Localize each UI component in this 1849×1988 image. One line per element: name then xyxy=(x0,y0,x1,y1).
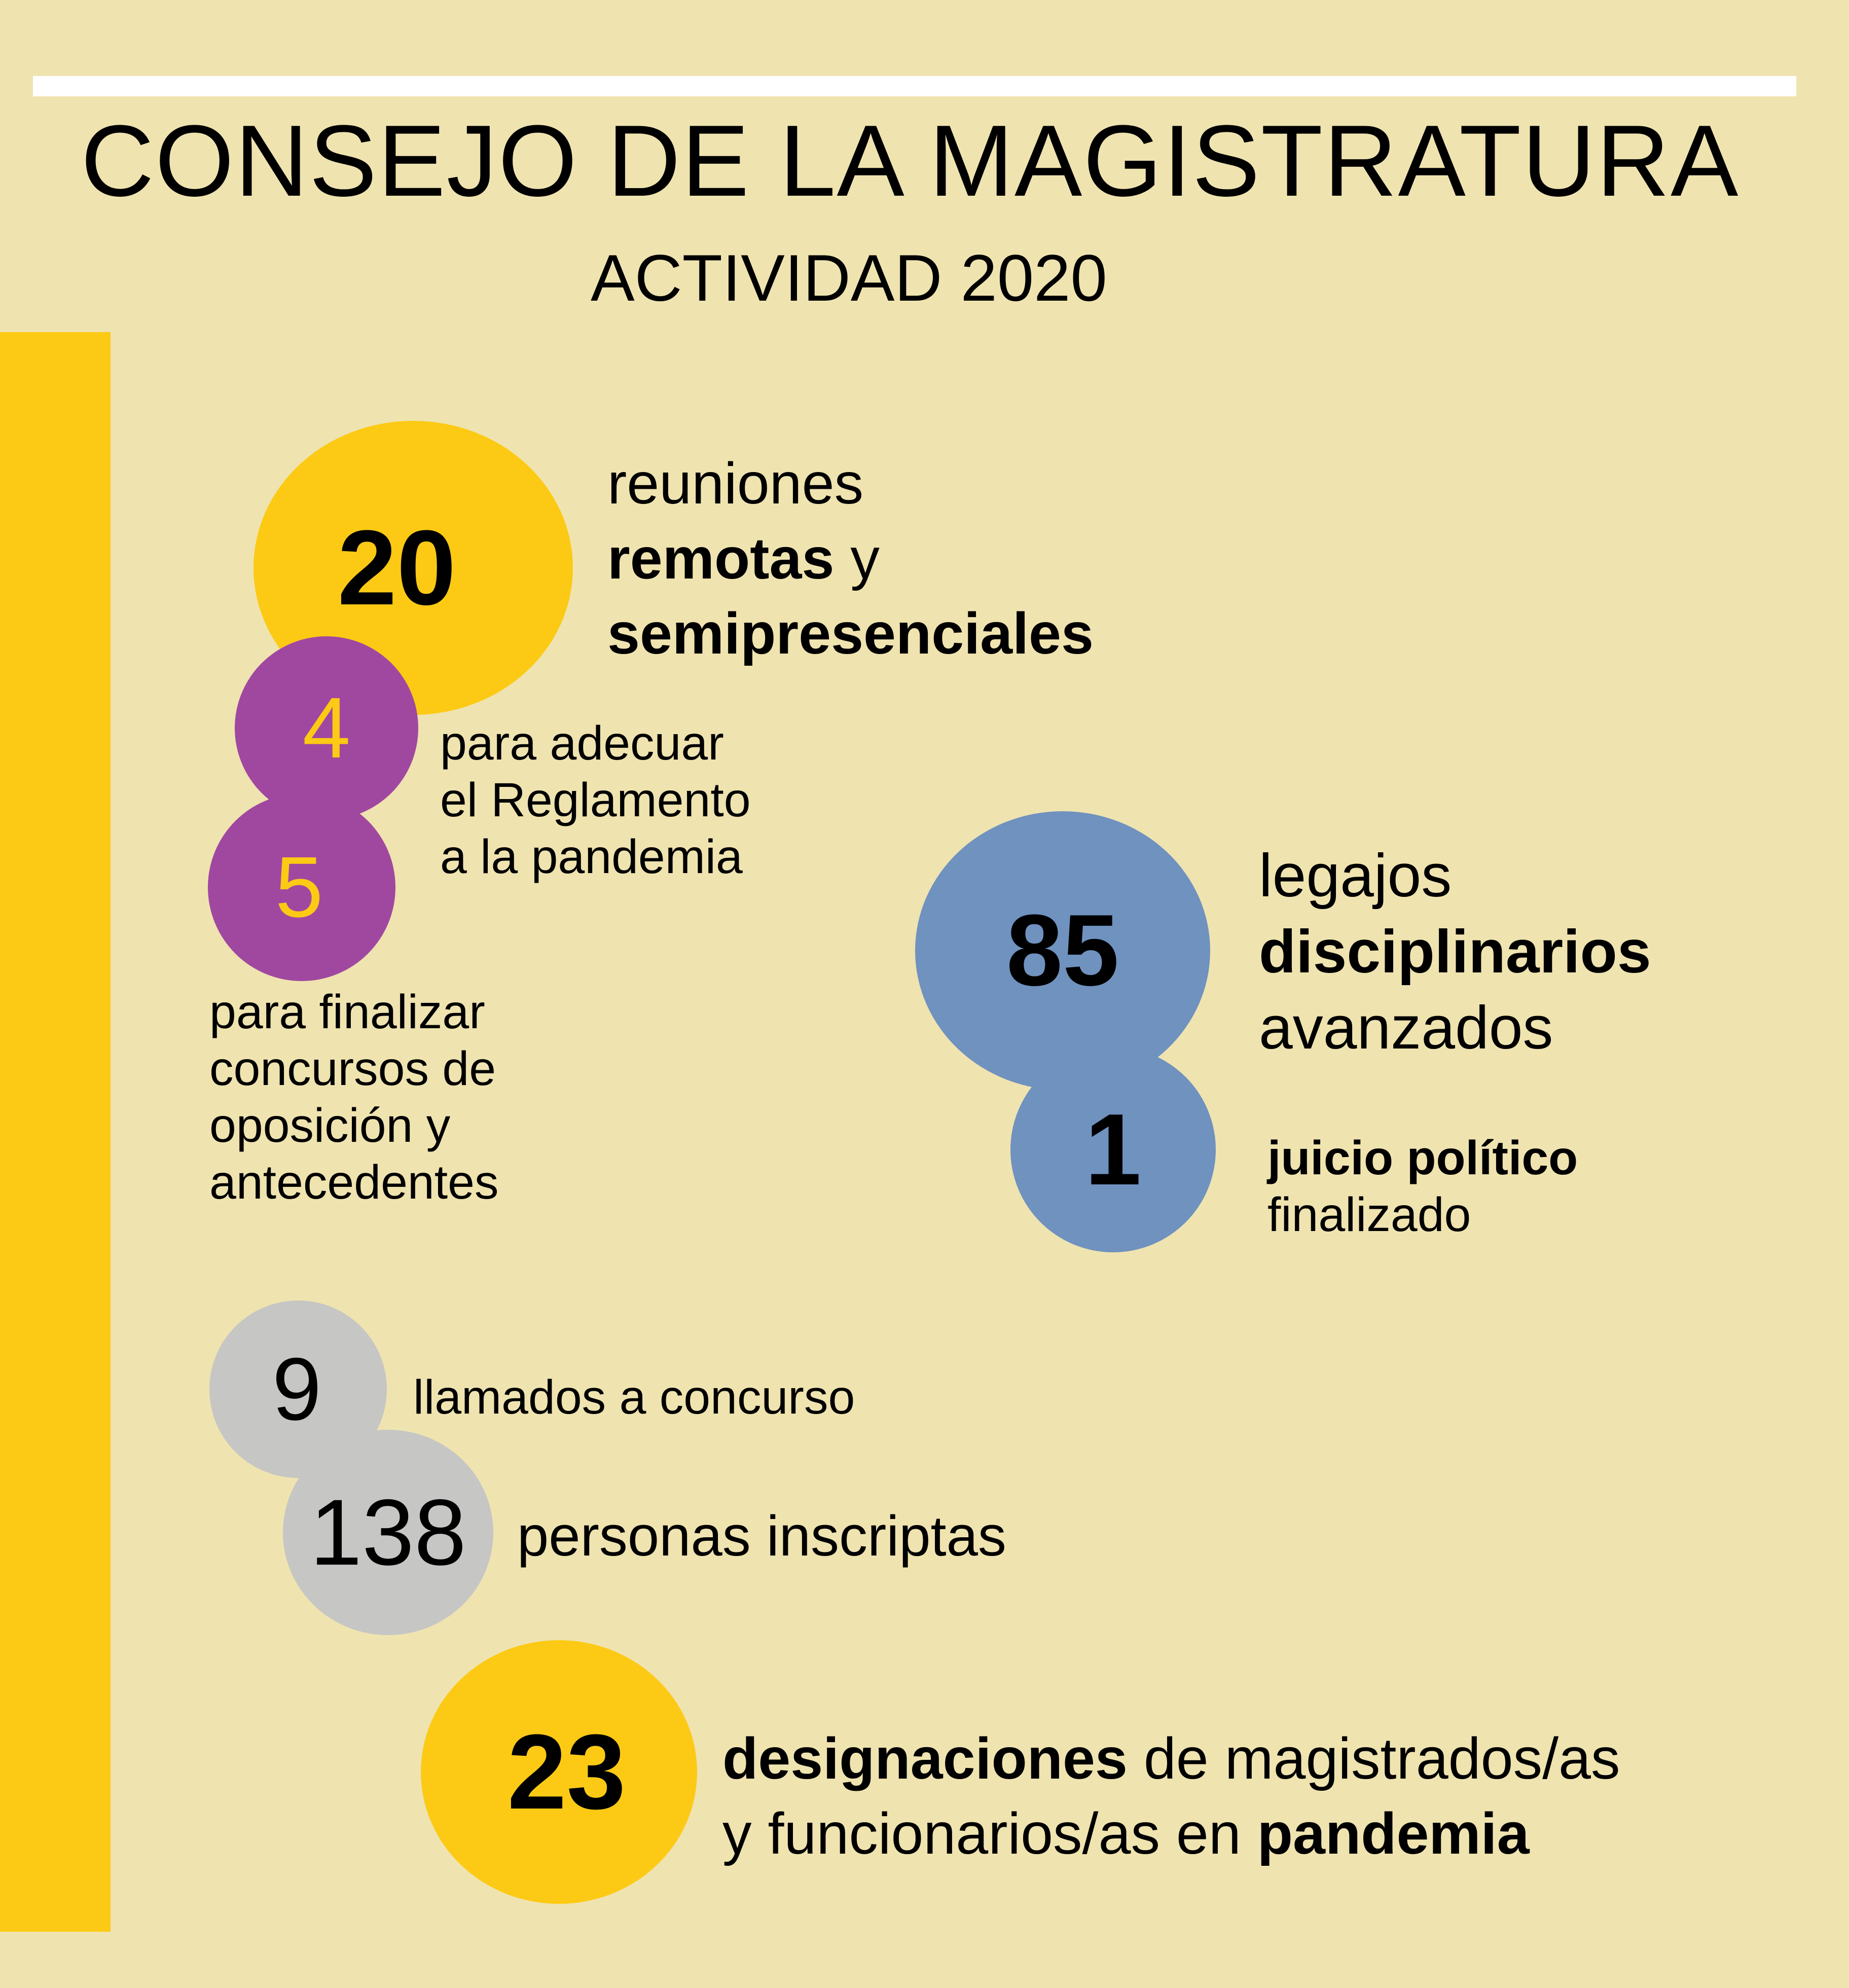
disciplinary-line2-bold: disciplinarios xyxy=(1259,918,1651,986)
appointments-line1-bold: designaciones xyxy=(722,1726,1128,1791)
contests-finalize-line1: para finalizar xyxy=(209,985,485,1039)
registered-circle xyxy=(283,1430,493,1635)
regulation-line3: a la pandemia xyxy=(440,830,743,884)
appointments-line2-start: y funcionarios/as en xyxy=(722,1801,1257,1866)
meetings-text xyxy=(607,446,1094,671)
disciplinary-text xyxy=(1259,838,1651,1066)
appointments-circle xyxy=(421,1640,697,1904)
contests-finalize-line2: concursos de xyxy=(209,1042,496,1096)
side-accent-bar xyxy=(0,332,111,1932)
page-title: CONSEJO DE LA MAGISTRATURA xyxy=(81,104,1739,218)
registered-value: 138 xyxy=(310,1480,466,1585)
contests-finalize-text xyxy=(209,984,498,1211)
meetings-line3 xyxy=(607,596,1094,671)
appointments-line1 xyxy=(722,1721,1620,1796)
disciplinary-line1: legajos xyxy=(1259,842,1452,910)
disciplinary-line2 xyxy=(1259,914,1651,990)
appointments-line2-bold: pandemia xyxy=(1257,1801,1530,1866)
contests-finalize-line4: antecedentes xyxy=(209,1155,499,1209)
regulation-text xyxy=(440,715,751,885)
appointments-line1-rest: de magistrados/as xyxy=(1127,1726,1620,1791)
regulation-circle xyxy=(235,636,418,820)
impeachment-text xyxy=(1267,1130,1578,1243)
disciplinary-circle xyxy=(915,811,1210,1090)
impeachment-line1 xyxy=(1267,1130,1578,1186)
calls-value: 9 xyxy=(272,1340,322,1439)
contests-finalize-circle xyxy=(208,793,395,981)
meetings-line1: reuniones xyxy=(607,451,864,516)
meetings-value: 20 xyxy=(337,508,456,627)
meetings-line3-bold: semipresenciales xyxy=(607,601,1094,666)
impeachment-line2: finalizado xyxy=(1267,1188,1471,1242)
meetings-line2-bold: remotas xyxy=(607,526,835,591)
disciplinary-line3: avanzados xyxy=(1259,994,1553,1062)
appointments-line2 xyxy=(722,1796,1620,1871)
impeachment-line1-bold: juicio político xyxy=(1267,1131,1578,1185)
regulation-line1: para adecuar xyxy=(440,716,724,770)
page-subtitle: ACTIVIDAD 2020 xyxy=(591,241,1107,315)
appointments-value: 23 xyxy=(507,1712,626,1831)
top-divider xyxy=(33,76,1796,96)
contests-finalize-value: 5 xyxy=(275,839,323,935)
impeachment-value: 1 xyxy=(1084,1093,1142,1206)
regulation-line2: el Reglamento xyxy=(440,773,751,827)
regulation-value: 4 xyxy=(302,680,351,776)
registered-text: personas inscriptas xyxy=(517,1504,1006,1568)
meetings-line2 xyxy=(607,521,1094,596)
contests-finalize-line3: oposición y xyxy=(209,1099,451,1152)
appointments-text xyxy=(722,1721,1620,1871)
meetings-line2-rest: y xyxy=(834,526,880,591)
calls-text: llamados a concurso xyxy=(413,1370,855,1424)
disciplinary-value: 85 xyxy=(1006,894,1119,1007)
impeachment-circle xyxy=(1010,1047,1216,1252)
